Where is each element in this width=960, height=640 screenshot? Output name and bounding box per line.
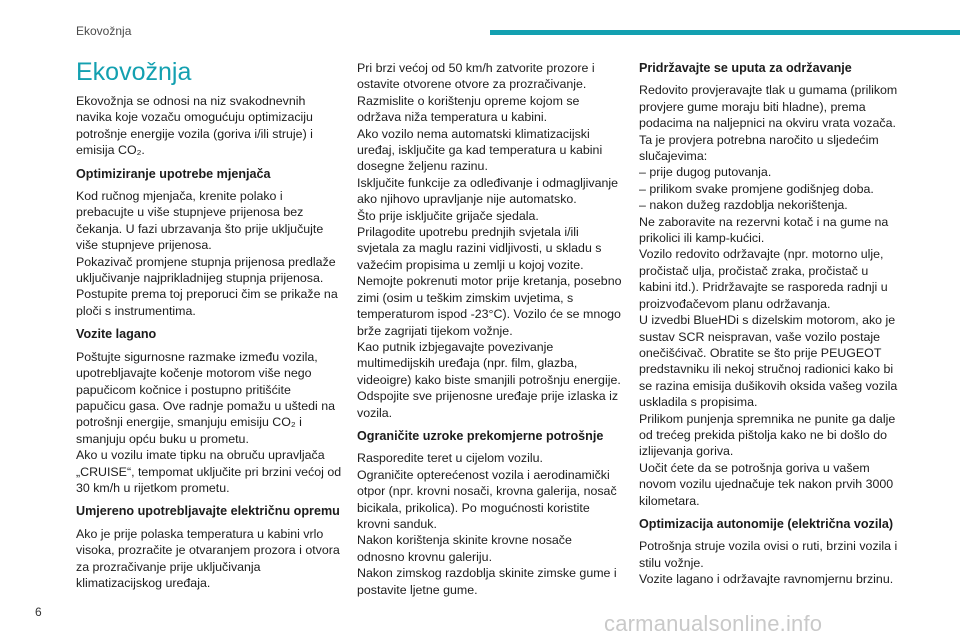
section-header-title: Ekovožnja [76, 24, 132, 38]
page-title: Ekovožnja [76, 58, 192, 86]
excess-consumption-paragraph: Rasporedite teret u cijelom vozilu. Ograničite opterećenost vozila i aerodinamički otpor (npr. krovni nosači, krovna galerija, nosač bicikala, prikolica). Po mogućnosti koristite krovni sanduk. Nakon korištenja skinite krovne nosače odnosno krovnu galeriju. Nakon zimskog razdoblja skinite zimske gume i postavite ljetne gume. [357, 451, 617, 597]
heading-electrical-equipment: Umjereno upotrebljavajte električnu opremu [76, 504, 340, 519]
heading-drive-smoothly: Vozite lagano [76, 327, 157, 342]
electrical-equipment-continued: Pri brzi većoj od 50 km/h zatvorite prozore i ostavite otvorene otvore za prozračivanje. Razmislite o korištenju opreme kojom se održava niža temperatura u kabini. Ako vozilo nema automatski klimatizacijski uređaj, isključite ga kad temperatura u kabini dosegne željenu razinu. Isključite funkcije za odleđivanje i odmagljivanje ako njihovo upravljanje nije automatsko. Što prije isključite grijače sjedala. Prilagodite upotrebu prednjih svjetala i/ili svjetala za maglu razini vidljivosti, u skladu s važećim propisima u zemlji u kojoj vozite. Nemojte pokrenuti motor prije kretanja, posebno zimi (osim u teškim zimskim uvjetima, s temperaturom ispod -23°C). Vozilo će se mnogo brže zagrijati tijekom vožnje. Kao putnik izbjegavajte povezivanje multimedijskih uređaja (npr. film, glazba, videoigre) kako biste smanjili potrošnju energije. Odspojite sve prijenosne uređaje prije izlaska iz vozila. [357, 61, 622, 420]
gearbox-paragraph: Kod ručnog mjenjača, krenite polako i prebacujte u više stupnjeve prijenosa bez čekanja. U fazi ubrzavanja što prije uključujte više stupnjeve prijenosa. Pokazivač promjene stupnja prijenosa predlaže uključivanje najprikladnijeg stupnja prijenosa. Postupite prema toj preporuci čim se prikaže na ploči s instrumentima. [76, 189, 338, 318]
column-1 [76, 57, 342, 591]
column-3 [639, 60, 904, 588]
column-2 [357, 60, 622, 598]
intro-paragraph: Ekovožnja se odnosi na niz svakodnevnih navika koje vozaču omogućuju optimizaciju potrošnje energije vozila (goriva i/ili struje) i emisija CO₂. [76, 94, 313, 158]
header-accent-bar [490, 30, 960, 35]
maintenance-paragraph: Redovito provjeravajte tlak u gumama (prilikom provjere gume moraju biti hladne), prema podacima na naljepnici na okviru vrata vozača. Ta je provjera potrebna naročito u sljedećim slučajevima: – prije dugog putovanja. – prilikom svake promjene godišnjeg doba. – nakon dužeg razdoblja nekorištenja. Ne zaboravite na rezervni kotač i na gume na prikolici ili kamp-kućici. Vozilo redovito održavajte (npr. motorno ulje, pročistač ulja, pročistač zraka, pročistač u kabini itd.). Pridržavajte se rasporeda radnji u proizvođačevom planu održavanja. U izvedbi BlueHDi s dizelskim motorom, ako je sustav SCR neispravan, vaše vozilo postaje onečišćivač. Obratite se što prije PEUGEOT predstavniku ili nekoj stručnoj radionici kako bi se razina emisija dušikovih oksida vašeg vozila uskladila s propisima. Prilikom punjenja spremnika ne punite ga dalje od trećeg prekida pištolja kako ne bi došlo do izlijevanja goriva. Uočit ćete da se potrošnja goriva u vašem novom vozilu ujednačuje tek nakon prvih 3000 kilometara. [639, 83, 898, 508]
page-number: 6 [35, 605, 42, 619]
watermark: carmanualsonline.info [604, 611, 823, 636]
range-optimisation-paragraph: Potrošnja struje vozila ovisi o ruti, brzini vozila i stilu vožnje. Vozite lagano i održavajte ravnomjernu brzinu. [639, 539, 898, 587]
heading-range-optimisation: Optimizacija autonomije (električna vozila) [639, 516, 894, 531]
drive-smoothly-paragraph: Poštujte sigurnosne razmake između vozila, upotrebljavajte kočenje motorom više nego papučicom kočnice i postupno pritišćite papučicu gasa. Ove radnje pomažu u uštedi na potrošnji energije, smanjuju emisiju CO₂ i smanjuju opću buku u prometu. Ako u vozilu imate tipku na obruču upravljača „CRUISE“, tempomat uključite pri brzini većoj od 30 km/h u rijetkom prometu. [76, 349, 342, 495]
heading-gearbox: Optimiziranje upotrebe mjenjača [76, 166, 271, 181]
electrical-equipment-paragraph: Ako je prije polaska temperatura u kabini vrlo visoka, prozračite je otvaranjem prozora i otvora za prozračivanje prije uključivanja klimatizacijskog uređaja. [76, 526, 340, 590]
heading-maintenance: Pridržavajte se uputa za održavanje [639, 61, 852, 75]
heading-excess-consumption: Ograničite uzroke prekomjerne potrošnje [357, 428, 604, 443]
